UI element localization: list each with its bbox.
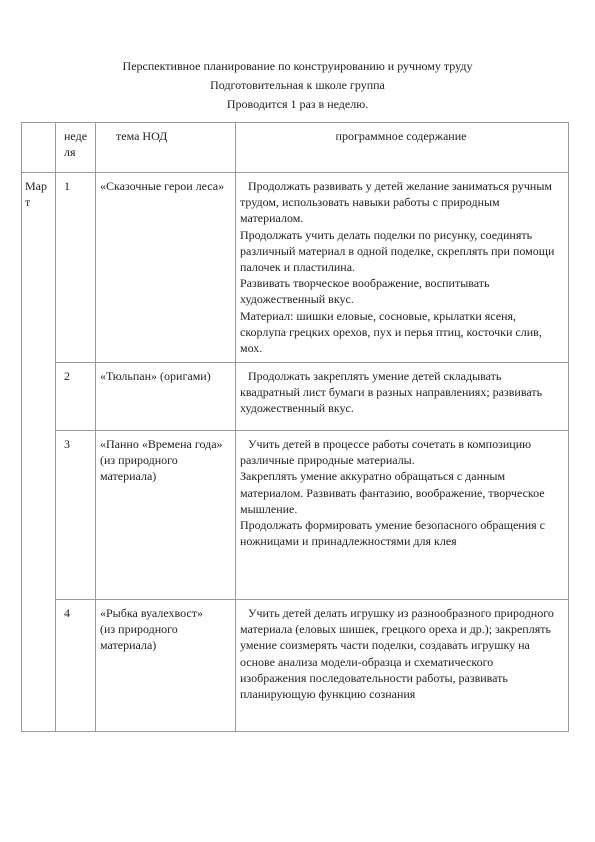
header-week: неде ля [56,123,96,173]
header-topic: тема НОД [96,123,236,173]
heading-title: Перспективное планирование по конструированию и ручному труду [122,59,473,73]
topic-cell [96,363,236,431]
week-cell: 2 [56,363,96,431]
table-row [22,600,569,732]
topic-text: «Панно «Времена года» [100,437,223,451]
table-header-row [22,123,569,173]
content-cell [236,363,569,431]
heading-group: Подготовительная к школе группа [210,78,385,92]
topic-text: «Тюльпан» (оригами) [100,369,211,383]
content-paragraph: Продолжать формировать умение безопасного обращения с ножницами и принадлежностями для клея [240,518,545,549]
table-row [22,173,569,363]
topic-cell [96,173,236,363]
topic-text: «Сказочные герои леса» [100,179,225,193]
table-row [22,431,569,600]
content-paragraph: Учить детей делать игрушку из разнообразного природного материала (еловых шишек, грецкого ореха и др.); закреплять умение соизмерять части поделки, создавать игрушку на основе анализа модели-образца и схематического изображения последовательности работы, развивать планирующую функцию сознания [240,606,554,702]
table-row [22,363,569,431]
week-cell: 4 [56,600,96,732]
content-cell [236,431,569,600]
content-paragraph: Развивать творческое воображение, воспитывать художественный вкус. [240,276,490,307]
topic-subtext: (из природного материала) [100,453,178,484]
content-paragraph: Закреплять умение аккуратно обращаться с данным материалом. Развивать фантазию, воображение, творческое мышление. [240,469,545,516]
topic-cell [96,431,236,600]
header-content: программное содержание [236,123,569,173]
week-cell: 1 [56,173,96,363]
week-cell: 3 [56,431,96,600]
heading-frequency: Проводится 1 раз в неделю. [226,97,369,111]
topic-text: «Рыбка вуалехвост» [100,606,203,620]
content-paragraph: Материал: шишки еловые, сосновые, крылатки ясеня, скорлупа грецких орехов, пух и перья птиц, косточки слив, мох. [240,308,542,356]
content-cell [236,600,569,732]
content-paragraph: Продолжать развивать у детей желание заниматься ручным трудом, использовать навыки работы с природным материалом. [240,179,552,226]
topic-cell [96,600,236,732]
content-paragraph: Учить детей в процессе работы сочетать в композицию различные природные материалы. [240,437,532,468]
topic-subtext: (из природного материала) [100,622,178,653]
content-paragraph: Продолжать учить делать поделки по рисунку, соединять различный материал в одной поделке, скреплять при помощи палочек и пластилина. [240,227,555,275]
content-cell [236,173,569,363]
document-heading [0,57,595,114]
month-cell: Мар т [22,173,56,732]
header-month [22,123,56,173]
content-paragraph: Продолжать закреплять умение детей складывать квадратный лист бумаги в разных направлениях; развивать художественный вкус. [240,369,543,416]
planning-table [21,122,569,732]
